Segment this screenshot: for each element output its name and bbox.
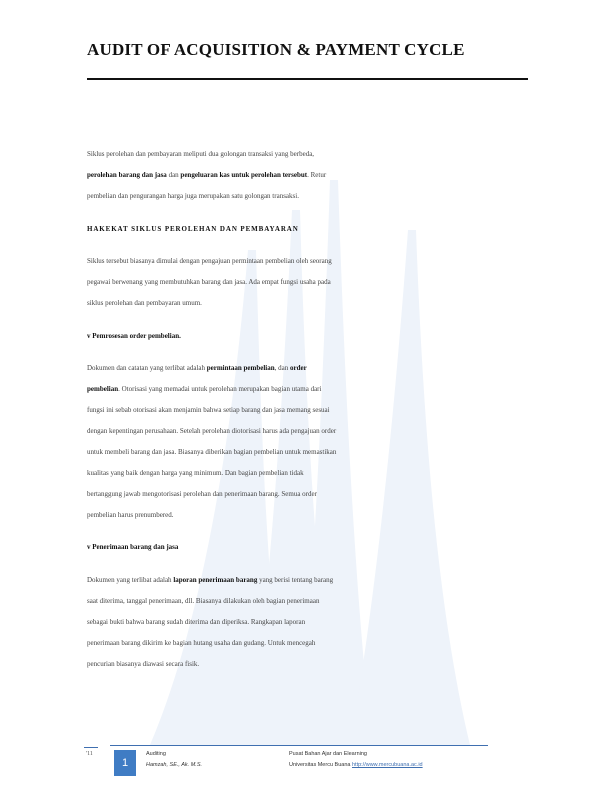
bold-term: permintaan pembelian	[206, 364, 275, 373]
footer-institution-info	[289, 749, 423, 771]
university-line: Universitas Mercu Buana http://www.mercubuana.ac.id	[289, 762, 423, 768]
subheading-receiving: v Penerimaan barang dan jasa	[87, 543, 179, 552]
paragraph-line: pencurian biasanya diawasi secara fisik.	[87, 659, 200, 668]
paragraph-line: Siklus tersebut biasanya dimulai dengan pengajuan permintaan pembelian oleh seorang	[87, 257, 332, 266]
bold-term: perolehan barang dan jasa	[87, 170, 167, 179]
author-name: Hamzah, SE., Ak. M.S.	[146, 762, 203, 768]
subheading-order-processing: v Pemrosesan order pembelian.	[87, 331, 181, 340]
title-underline	[87, 78, 528, 80]
section-heading: HAKEKAT SIKLUS PEROLEHAN DAN PEMBAYARAN	[87, 224, 299, 233]
document-body	[87, 144, 427, 675]
paragraph-line: kualitas yang baik dengan harga yang minimum. Dan bagian pembelian tidak	[87, 468, 304, 477]
page-title: AUDIT OF ACQUISITION & PAYMENT CYCLE	[87, 40, 465, 59]
paragraph-line: Dokumen yang terlibat adalah laporan penerimaan barang yang berisi tentang barang	[87, 576, 334, 585]
paragraph-line: untuk membeli barang dan jasa. Biasanya diberikan bagian pembelian untuk memastikan	[87, 448, 337, 457]
paragraph-line: pembelian dan pengurangan harga juga merupakan satu golongan transaksi.	[87, 191, 299, 200]
paragraph-line: bertanggung jawab mengotorisasi perolehan dan penerimaan barang. Semua order	[87, 489, 317, 498]
page-footer	[0, 740, 612, 780]
paragraph-line: dengan kepentingan perusahaan. Setelah perolehan diotorisasi harus ada pengajuan order	[87, 427, 337, 436]
paragraph-line: pegawai berwenang yang membutuhkan barang dan jasa. Ada empat fungsi usaha pada	[87, 278, 331, 287]
university-link[interactable]: http://www.mercubuana.ac.id	[351, 762, 423, 768]
center-name: Pusat Bahan Ajar dan Elearning	[289, 751, 367, 757]
paragraph-line: Siklus perolehan dan pembayaran meliputi dua golongan transaksi yang berbeda,	[87, 150, 315, 158]
paragraph-line: pembelian harus prenumbered.	[87, 510, 174, 519]
bold-term: order	[289, 364, 307, 373]
course-name: Auditing	[146, 751, 166, 757]
paragraph-line: fungsi ini sebab otorisasi akan menjamin bahwa setiap barang dan jasa memang sesuai	[87, 406, 330, 415]
bold-term: laporan penerimaan barang	[173, 576, 258, 585]
footer-divider-small	[84, 747, 98, 748]
paragraph-line: sebagai bukti bahwa barang sudah diterima dan diperiksa. Rangkapan laporan	[87, 618, 306, 626]
bold-term: pengeluaran kas untuk perolehan tersebut	[180, 170, 308, 179]
paragraph-line: Dokumen dan catatan yang terlibat adalah permintaan pembelian, dan order	[87, 364, 307, 373]
paragraph-line: saat diterima, tanggal penerimaan, dll. Biasanya dilakukan oleh bagian penerimaan	[87, 597, 320, 606]
paragraph-line: penerimaan barang dikirim ke bagian hutang usaha dan gudang. Untuk mencegah	[87, 638, 316, 647]
bold-term: pembelian	[87, 385, 119, 394]
footer-year-mark: '11	[86, 751, 93, 757]
paragraph-line: siklus perolehan dan pembayaran umum.	[87, 299, 202, 308]
paragraph-line: pembelian. Otorisasi yang memadai untuk perolehan merupakan bagian utama dari	[87, 385, 322, 394]
footer-course-info	[146, 749, 202, 771]
page-number: 1	[114, 750, 136, 776]
paragraph-line: perolehan barang dan jasa dan pengeluaran kas untuk perolehan tersebut. Retur	[87, 170, 327, 179]
footer-divider	[110, 745, 488, 746]
